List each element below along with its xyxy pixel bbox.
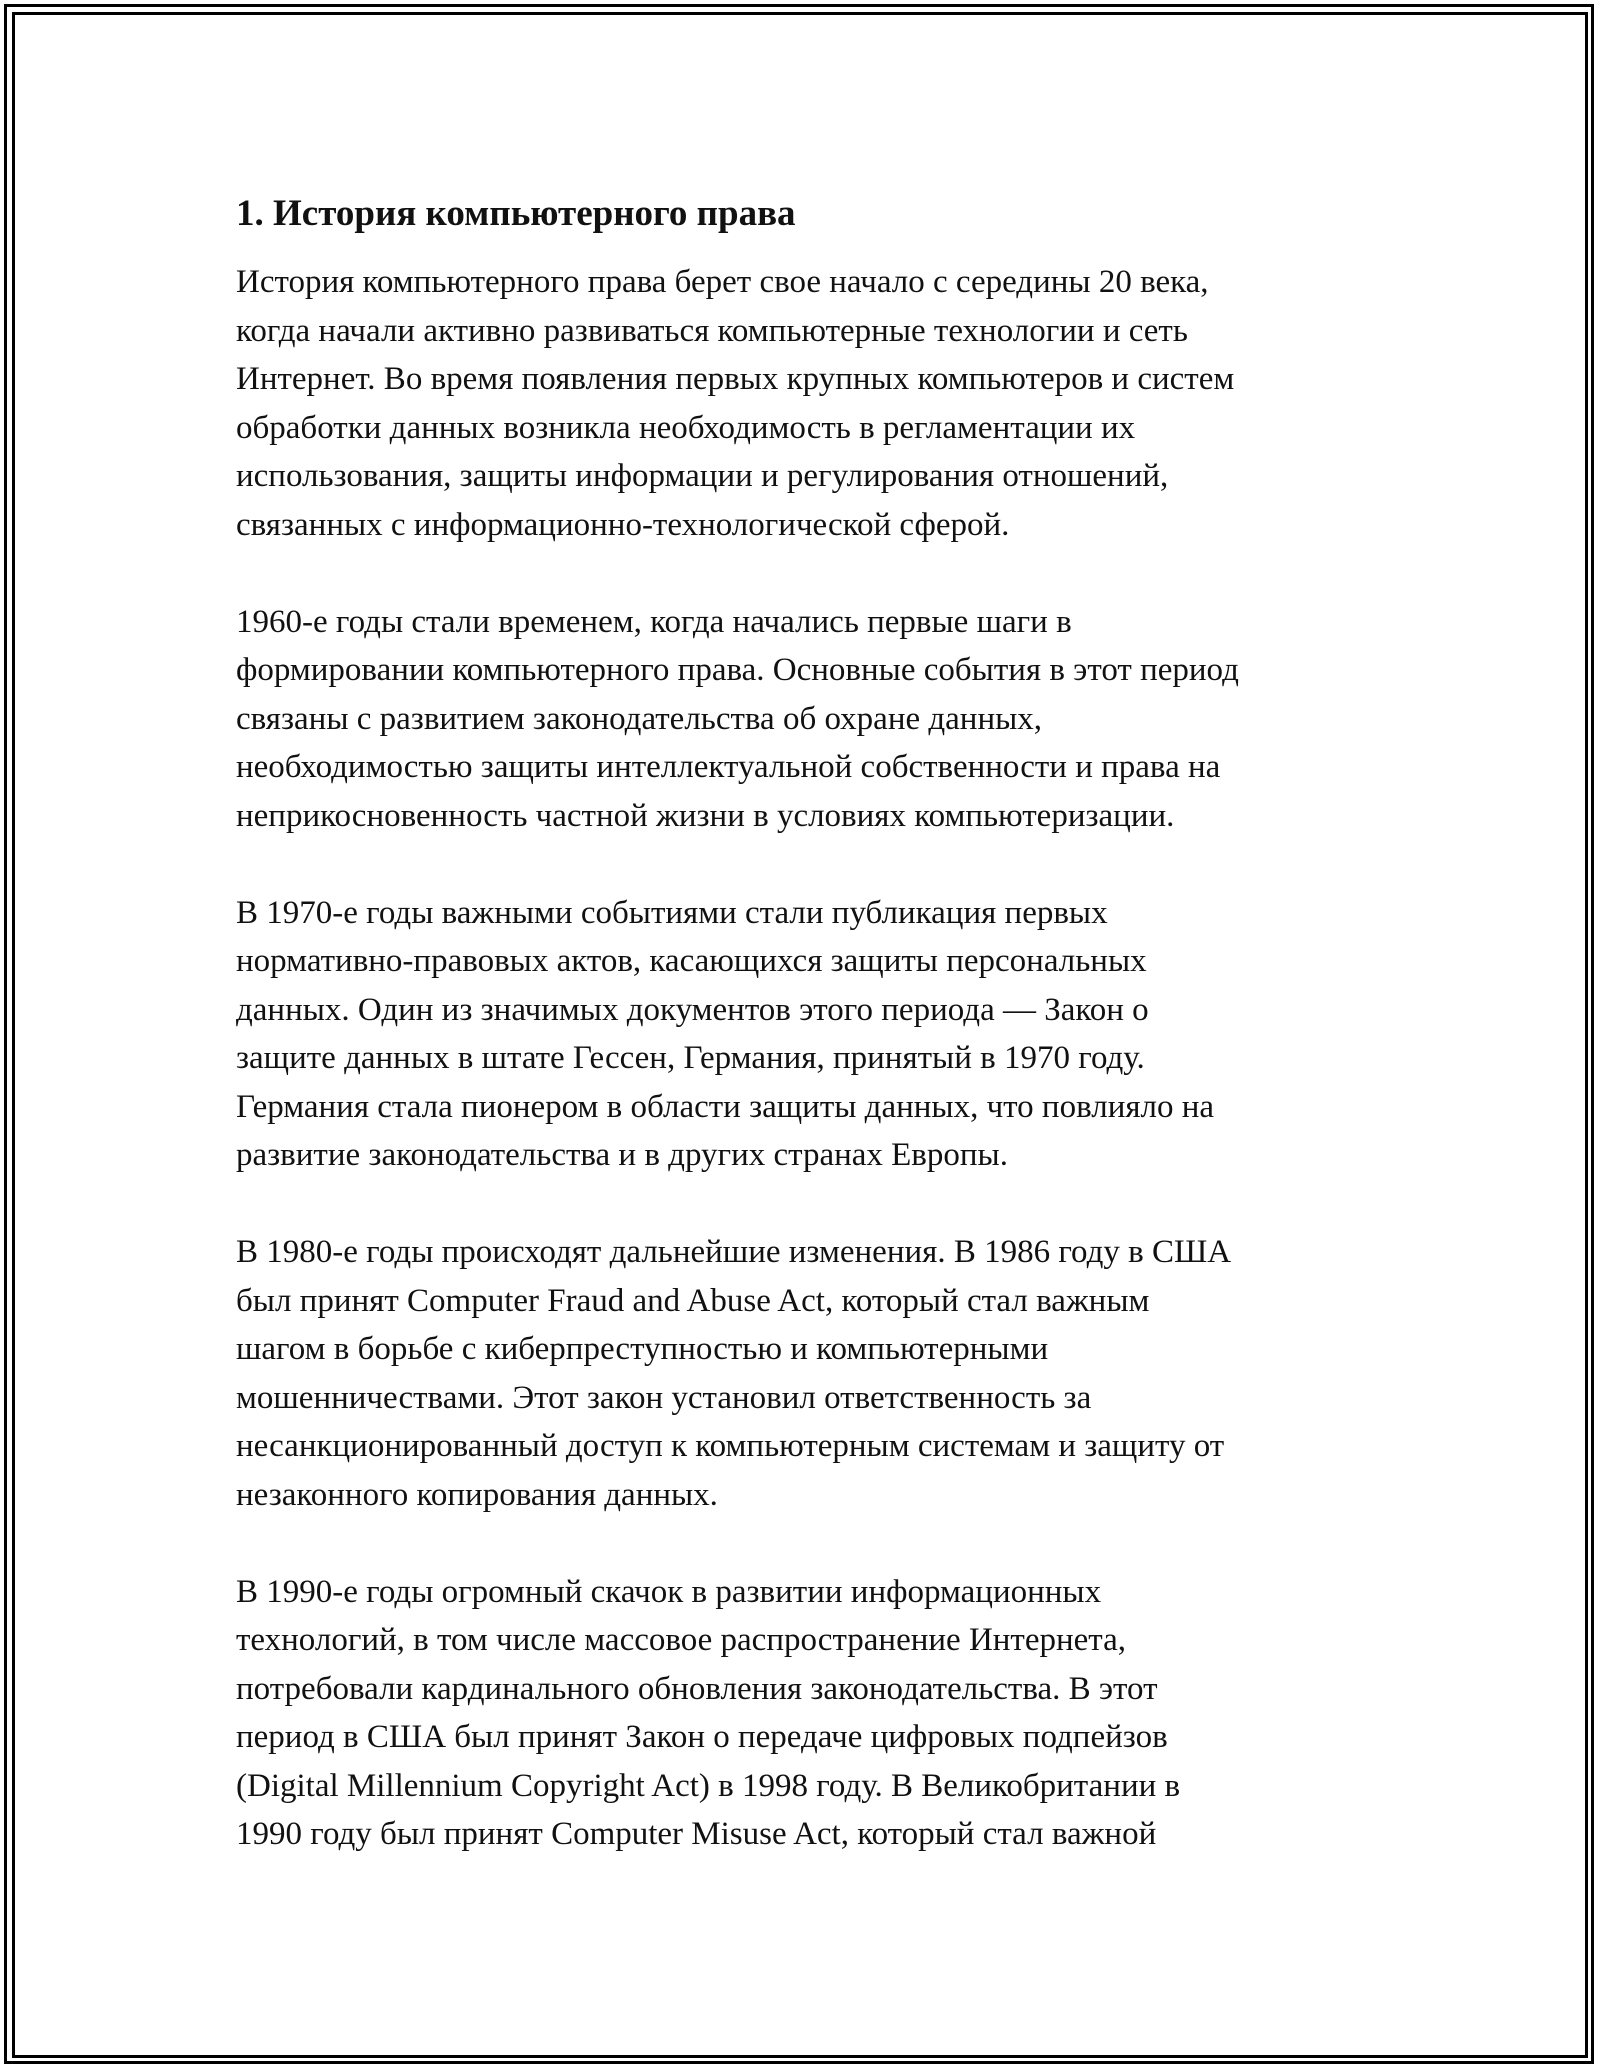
text-line: 1960-е годы стали временем, когда начались первые шаги в [236,603,1072,640]
paragraph-3 [236,889,1366,1180]
text-line: связаны с развитием законодательства об охране данных, [236,700,1043,737]
text-line: Интернет. Во время появления первых крупных компьютеров и систем [236,361,1235,397]
text-line: нормативно-правовых актов, касающихся защиты персональных [236,943,1147,979]
paragraph-4 [236,1228,1366,1519]
text-line: История компьютерного права берет свое начало с середины 20 века, [236,264,1209,300]
text-line: несанкционированный доступ к компьютерным системам и защиту от [236,1428,1225,1464]
text-line: обработки данных возникла необходимость в регламентации их [236,409,1136,446]
text-line: защите данных в штате Гессен, Германия, принятый в 1970 году. [236,1040,1145,1076]
text-line: когда начали активно развиваться компьютерные технологии и сеть [236,312,1188,349]
text-line: использования, защиты информации и регулирования отношений, [236,458,1169,494]
text-line: (Digital Millennium Copyright Act) в 1998 году. В Великобритании в [236,1767,1181,1804]
text-line: неприкосновенность частной жизни в условиях компьютеризации. [236,797,1175,834]
text-line: мошенничествами. Этот закон установил ответственность за [236,1379,1092,1416]
text-line: В 1970-е годы важными событиями стали публикация первых [236,894,1108,931]
text-line: потребовали кардинального обновления законодательства. В этот [236,1670,1158,1707]
text-line: необходимостью защиты интеллектуальной собственности и права на [236,749,1221,785]
document-body [236,190,1366,1907]
paragraph-1 [236,258,1366,549]
text-line: развитие законодательства и в других странах Европы. [236,1137,1008,1173]
text-line: В 1990-е годы огромный скачок в развитии информационных [236,1573,1102,1610]
text-line: данных. Один из значимых документов этого периода — Закон о [236,991,1149,1028]
text-line: формировании компьютерного права. Основные события в этот период [236,652,1239,688]
text-line: шагом в борьбе с киберпреступностью и компьютерными [236,1331,1049,1367]
text-line: был принят Computer Fraud and Abuse Act, который стал важным [236,1282,1150,1319]
text-line: В 1980-е годы происходят дальнейшие изменения. В 1986 году в США [236,1234,1232,1270]
text-line: технологий, в том числе массовое распространение Интернета, [236,1622,1127,1658]
text-line: Германия стала пионером в области защиты данных, что повлияло на [236,1088,1215,1125]
text-line: 1990 году был принят Computer Misuse Act, который стал важной [236,1816,1157,1852]
paragraph-5 [236,1568,1366,1859]
paragraph-2 [236,598,1366,841]
text-line: период в США был принят Закон о передаче цифровых подпейзов [236,1719,1168,1755]
text-line: связанных с информационно-технологической сферой. [236,506,1010,543]
text-line: незаконного копирования данных. [236,1476,718,1513]
section-heading: 1. История компьютерного права [236,193,796,234]
